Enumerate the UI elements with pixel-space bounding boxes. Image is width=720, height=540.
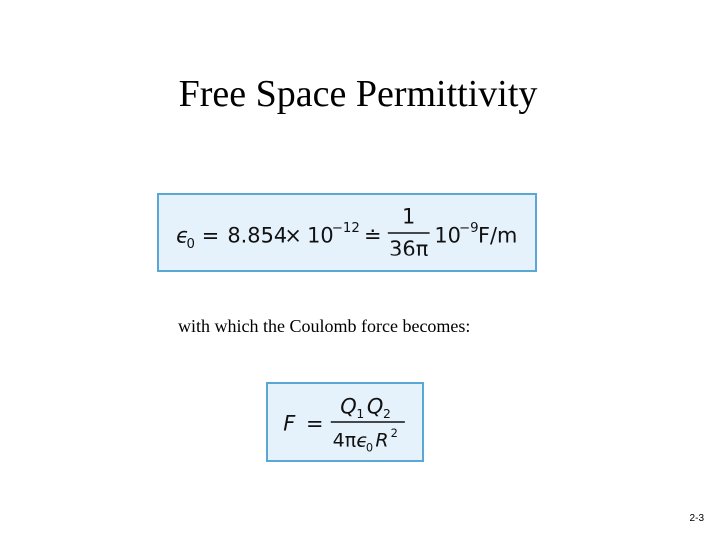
charge-q2-subscript: 2 [383,407,391,422]
times-sign: × [284,223,302,248]
denominator-epsilon-subscript: 0 [365,440,374,455]
coulomb-equation [268,384,422,460]
coulomb-equation-box [266,382,424,462]
permittivity-equation [159,195,535,270]
page-number: 2-3 [689,513,704,524]
epsilon-symbol: ϵ [176,223,189,248]
denominator-epsilon: ϵ [356,429,369,452]
denominator-4pi: 4π [332,429,357,452]
power-exponent-2: −9 [459,221,479,237]
epsilon-subscript: 0 [186,237,196,253]
caption-text: with which the Coulomb force becomes: [178,316,471,336]
power-base-1: 10 [307,223,334,248]
distance-exponent: 2 [390,426,398,441]
fraction-numerator: 1 [402,204,416,229]
equals-sign: = [201,223,220,248]
charge-q2: Q [366,394,384,419]
charge-q1-subscript: 1 [356,407,365,422]
distance-r: R [375,429,389,452]
permittivity-equation-box [157,193,537,272]
equals-sign: = [306,411,324,436]
charge-q1: Q [340,394,357,419]
power-exponent-1: −12 [331,221,360,237]
approx-sign: ≐ [364,223,382,248]
permittivity-value: 8.854 [227,223,288,248]
power-base-2: 10 [434,223,461,248]
fraction-denominator: 36π [389,236,429,261]
slide-title: Free Space Permittivity [178,73,538,115]
force-symbol: F [283,411,296,436]
unit-label: F/m [478,223,518,248]
